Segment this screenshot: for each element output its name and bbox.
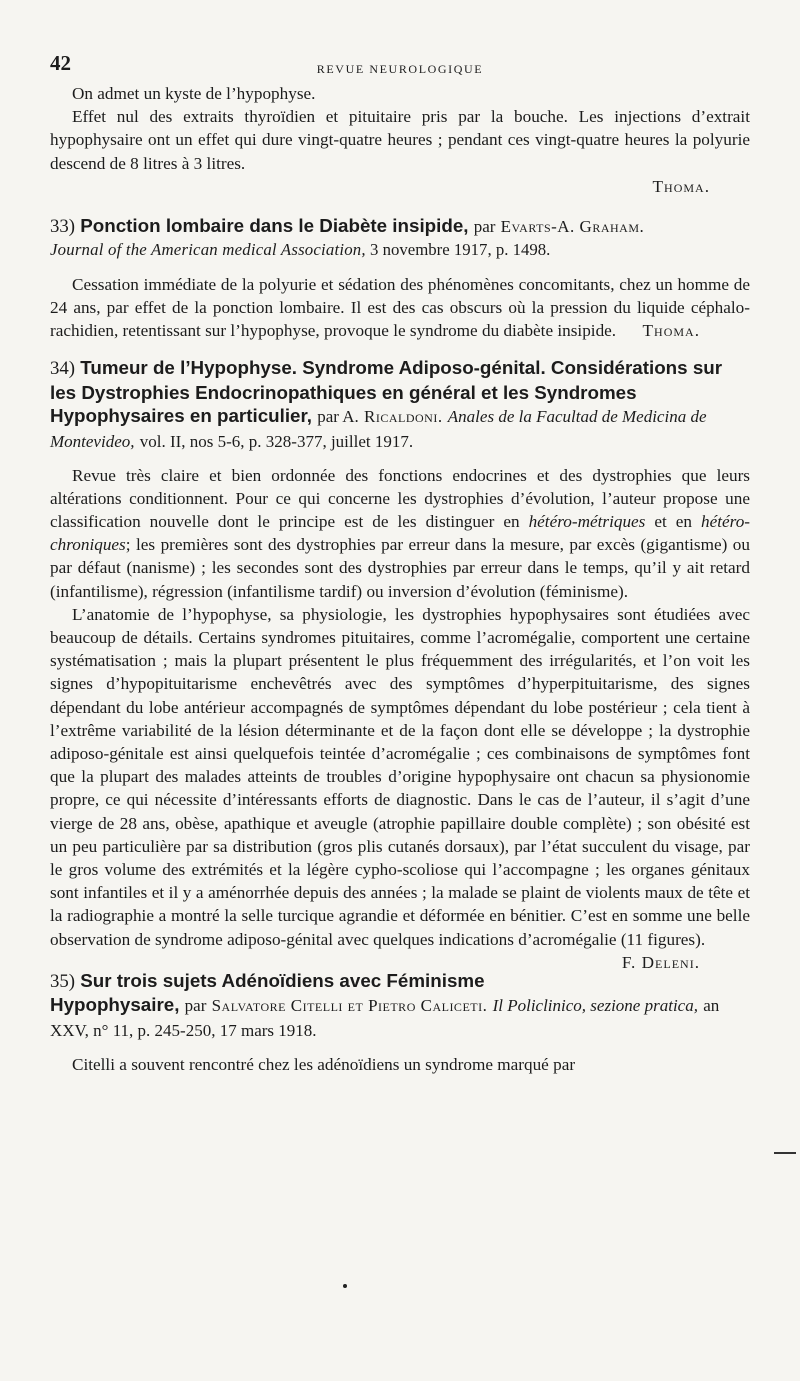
article-35 (50, 969, 750, 1076)
intro-signature: Thoma. (652, 176, 710, 196)
article-33-reference (50, 239, 750, 261)
article-34-p1-mid: et en (654, 512, 693, 531)
article-35-text: Citelli a souvent rencontré chez les adénoïdiens un syndrome marqué par (72, 1054, 576, 1074)
article-33-authors: Evarts-A. Graham. (500, 217, 645, 237)
article-33-by: par (473, 217, 496, 237)
article-34-authors: Ricaldoni. (363, 407, 443, 427)
article-33-journal: Journal of the American medical Association, (50, 239, 366, 259)
journal-name: REVUE NEUROLOGIQUE (316, 62, 484, 76)
article-33-number: 33) (50, 216, 76, 238)
article-34-p1-end: ; les premières sont des dystrophies par erreur dans la mesure, par excès (gigantisme) ou par défaut (nanisme) ; les secondes sont des dystrophies par erreur dans le temps, qu’il y ait retard (infantilisme), régression (infantilisme tardif) ou inversion d’évolution (féminisme). (50, 535, 750, 601)
article-34-journal: Anales de la Facultad de Medicina de Montevideo, (50, 407, 707, 451)
article-34-heading (50, 356, 750, 453)
intro-paragraph-2: Effet nul des extraits thyroïdien et pituitaire pris par la bouche. Les injections d’extrait hypophysaire ont un effet qui dure vingt-quatre heures ; pendant ces vingt-quatre heures la polyurie descend de 8 litres à 3 litres. (50, 107, 750, 173)
page-dot (343, 1284, 347, 1288)
article-35-journal: Il Policlinico, sezione pratica, (492, 996, 698, 1016)
article-34-paragraph-1 (50, 464, 750, 603)
article-35-by: par (184, 996, 207, 1016)
article-33-heading (50, 214, 750, 239)
article-33-reference-detail: 3 novembre 1917, p. 1498. (370, 239, 551, 259)
article-34-paragraph-2 (50, 603, 750, 972)
article-35-title: Sur trois sujets Adénoïdiens avec Féminisme Hypophysaire, (50, 969, 485, 1016)
article-34 (50, 356, 751, 972)
page (50, 52, 750, 1076)
article-34-title: Tumeur de l’Hypophyse. Syndrome Adiposo-génital. Considérations sur les Dystrophies Endocrinopathiques en général et les Syndromes Hypophysaires en particulier, (50, 357, 723, 427)
article-35-heading (50, 969, 750, 1043)
article-33-text (50, 273, 750, 343)
article-35-number: 35) (50, 970, 76, 992)
margin-dash (774, 1152, 796, 1154)
article-34-number: 34) (50, 358, 76, 380)
article-34-p1-start: Revue très claire et bien ordonnée des fonctions endocrines et des dystrophies que leurs altérations conditionnent. Pour ce qui concerne les dystrophies d’évolution, l’auteur propose une classification nouvelle dont le principe est de les distinguer en (50, 465, 750, 531)
article-34-reference-detail: vol. II, nos 5-6, p. 328-377, juillet 1917. (139, 432, 414, 451)
article-34-term-heterometriques: hétéro-métriques (528, 512, 646, 531)
article-33-signature: Thoma. (642, 321, 700, 341)
article-35-authors: Salvatore Citelli et Pietro Caliceti. (211, 996, 488, 1016)
article-34-by: par A. (317, 407, 359, 427)
running-head (50, 52, 750, 82)
article-33-title: Ponction lombaire dans le Diabète insipide, (80, 215, 469, 237)
article-34-term-heterochroniques: hétéro-chroniques (50, 512, 751, 555)
article-33 (50, 214, 750, 342)
article-34-p2-content: L’anatomie de l’hypophyse, sa physiologie, les dystrophies hypophysaires sont étudiées avec beaucoup de détails. Certains syndromes pituitaires, comme l’acromégalie, comportent une certaine systématisation ; mais la plupart présentent le plus fréquemment des irrégularités, et l’on voit les signes d’hypopituitarisme enchevêtrés avec des symptômes d’hyperpituitarisme, des signes dépendant du lobe antérieur accompagnés de symptômes dépendant du lobe postérieur ; cela tient à l’extrême variabilité de la lésion déterminante et de la façon dont elle se développe ; la dystrophie adiposo-génitale est ainsi quelquefois teintée d’acromégalie ; ces combinaisons de symptômes font que la plupart des malades atteints de troubles d’origine hypophysaire ont chacun sa physionomie propre, ce qui nécessite d’intéressants efforts de diagnostic. Dans le cas de l’auteur, il s’agit d’une vierge de 28 ans, obèse, apathique et aveugle (atrophie papillaire double complète) ; son obésité est un peu particulière par sa distribution (gros plis cutanés dorsaux), par l’état succulent du visage, par le gros volume des extrémités et la légère cypho-scoliose qui l’accompagne ; les organes génitaux sont infantiles et il y a aménorrhée depuis des années ; la malade se plaint de violents maux de tête et la radiographie a montré la selle turcique agrandie et déformée en bénitier. C’est en somme une belle observation de syndrome adiposo-génital avec quelques indications d’acromégalie (11 figures). (50, 604, 750, 949)
article-33-text-content: Cessation immédiate de la polyurie et sédation des phénomènes concomitants, chez un homme de 24 ans, par effet de la ponction lombaire. Il est des cas obscurs où la pression du liquide céphalo-rachidien, retentissant sur l’hypophyse, provoque le syndrome du diabète insipide. (50, 274, 750, 341)
intro-continuation (50, 82, 750, 198)
article-34-signature: F. Deleni. (621, 952, 700, 972)
article-35-reference-detail: an XXV, n° 11, p. 245-250, 17 mars 1918. (50, 996, 720, 1041)
page-number: 42 (50, 51, 71, 75)
intro-paragraph-1: On admet un kyste de l’hypophyse. (72, 84, 316, 103)
